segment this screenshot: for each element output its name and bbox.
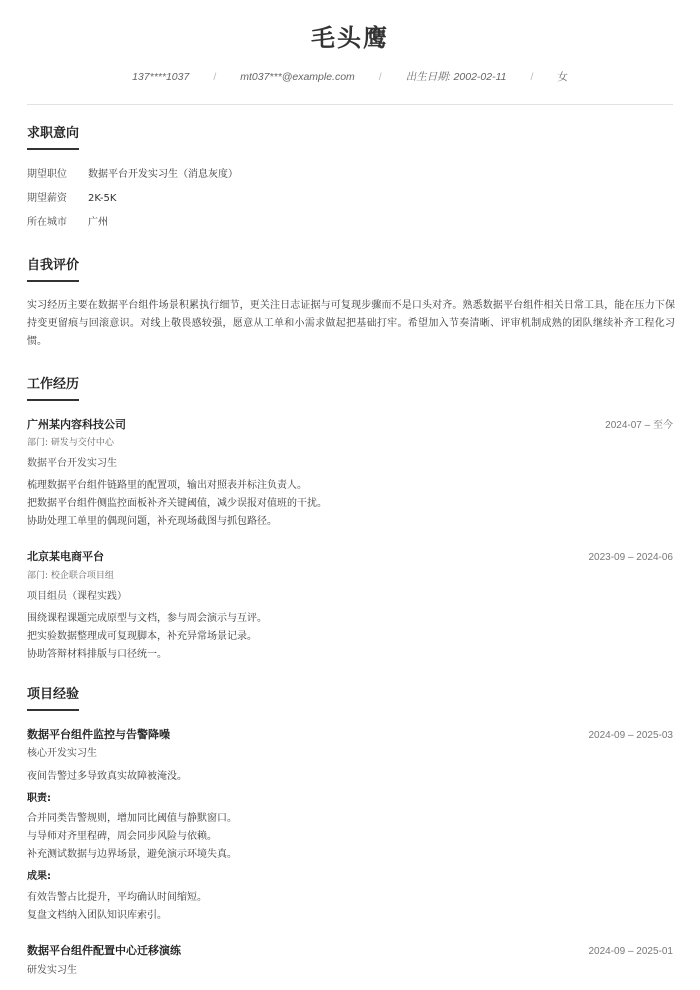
work-item-header [27, 550, 673, 564]
section-title-self-eval: 自我评价 [27, 258, 79, 282]
work-line: 协助答辩材料排版与口径统一。 [27, 649, 167, 660]
work-company: 北京某电商平台 [27, 550, 104, 563]
intent-key: 期望职位 [27, 169, 67, 180]
candidate-name: 毛头鹰 [311, 24, 389, 52]
project-date: 2024-09 – 2025-03 [588, 730, 673, 741]
work-role: 项目组员（课程实践） [27, 591, 127, 602]
section-title-work: 工作经历 [27, 377, 79, 401]
project-role: 研发实习生 [27, 965, 77, 976]
project-duty-line: 补充测试数据与边界场景，避免演示环境失真。 [27, 849, 237, 860]
project-result-line: 有效告警占比提升，平均确认时间缩短。 [27, 892, 207, 903]
work-line: 把数据平台组件侧监控面板补齐关键阈值，减少误报对值班的干扰。 [27, 498, 327, 509]
work-bullets [27, 610, 673, 664]
gender: 女 [557, 71, 568, 83]
project-item-header [27, 944, 673, 958]
intent-value: 广州 [88, 217, 108, 228]
work-item-header [27, 418, 673, 432]
intent-key: 所在城市 [27, 217, 67, 228]
project-date: 2024-09 – 2025-01 [588, 946, 673, 957]
work-company: 广州某内容科技公司 [27, 418, 126, 431]
project-item-header [27, 728, 673, 742]
work-date: 2024-07 – 至今 [605, 420, 673, 431]
section-title-intent: 求职意向 [27, 126, 79, 150]
project-duty-line: 与导师对齐里程碑，周会同步风险与依赖。 [27, 831, 217, 842]
intent-row-position [27, 169, 673, 181]
intent-value: 2K-5K [88, 193, 117, 204]
intent-row-city [27, 217, 673, 229]
work-line: 把实验数据整理成可复现脚本，补充异常场景记录。 [27, 631, 257, 642]
self-eval-text: 实习经历主要在数据平台组件场景积累执行细节，更关注日志证据与可复现步骤而不是口头对齐。熟悉数据平台组件相关日常工具，能在压力下保持变更留痕与回滚意识。对线上敬畏感较强，愿意从工单和小需求做起把基础打牢。希望加入节奏清晰、评审机制成熟的团队继续补齐工程化习惯。 [27, 300, 675, 347]
project-role: 核心开发实习生 [27, 748, 97, 759]
project-name: 数据平台组件监控与告警降噪 [27, 728, 170, 741]
header-divider [27, 104, 673, 105]
contact-separator: / [213, 71, 217, 83]
project-result-label: 成果: [27, 871, 51, 882]
contact-separator: / [530, 71, 534, 83]
phone-number: 137****1037 [132, 71, 190, 83]
project-duty-label: 职责: [27, 793, 51, 804]
work-line: 协助处理工单里的偶现问题，补充现场截图与抓包路径。 [27, 516, 277, 527]
project-results [27, 889, 673, 925]
intent-value: 数据平台开发实习生（消息灰度） [88, 169, 238, 180]
project-summary: 夜间告警过多导致真实故障被淹没。 [27, 771, 187, 782]
project-duties [27, 810, 673, 864]
work-date: 2023-09 – 2024-06 [588, 552, 673, 563]
work-line: 围绕课程课题完成原型与文档，参与周会演示与互评。 [27, 613, 267, 624]
work-bullets [27, 477, 673, 531]
work-role: 数据平台开发实习生 [27, 458, 117, 469]
intent-key: 期望薪资 [27, 193, 67, 204]
project-result-line: 复盘文档纳入团队知识库索引。 [27, 910, 167, 921]
contact-separator: / [378, 71, 382, 83]
email-address: mt037***@example.com [240, 71, 355, 83]
contact-bar [0, 71, 700, 84]
work-dept: 部门: 研发与交付中心 [27, 438, 114, 448]
project-name: 数据平台组件配置中心迁移演练 [27, 944, 181, 957]
intent-row-salary [27, 193, 673, 205]
work-line: 梳理数据平台组件链路里的配置项，输出对照表并标注负责人。 [27, 480, 307, 491]
birth-date: 出生日期: 2002-02-11 [405, 71, 507, 83]
section-title-projects: 项目经验 [27, 687, 79, 711]
work-dept: 部门: 校企联合项目组 [27, 571, 114, 581]
project-duty-line: 合并同类告警规则，增加同比阈值与静默窗口。 [27, 813, 237, 824]
